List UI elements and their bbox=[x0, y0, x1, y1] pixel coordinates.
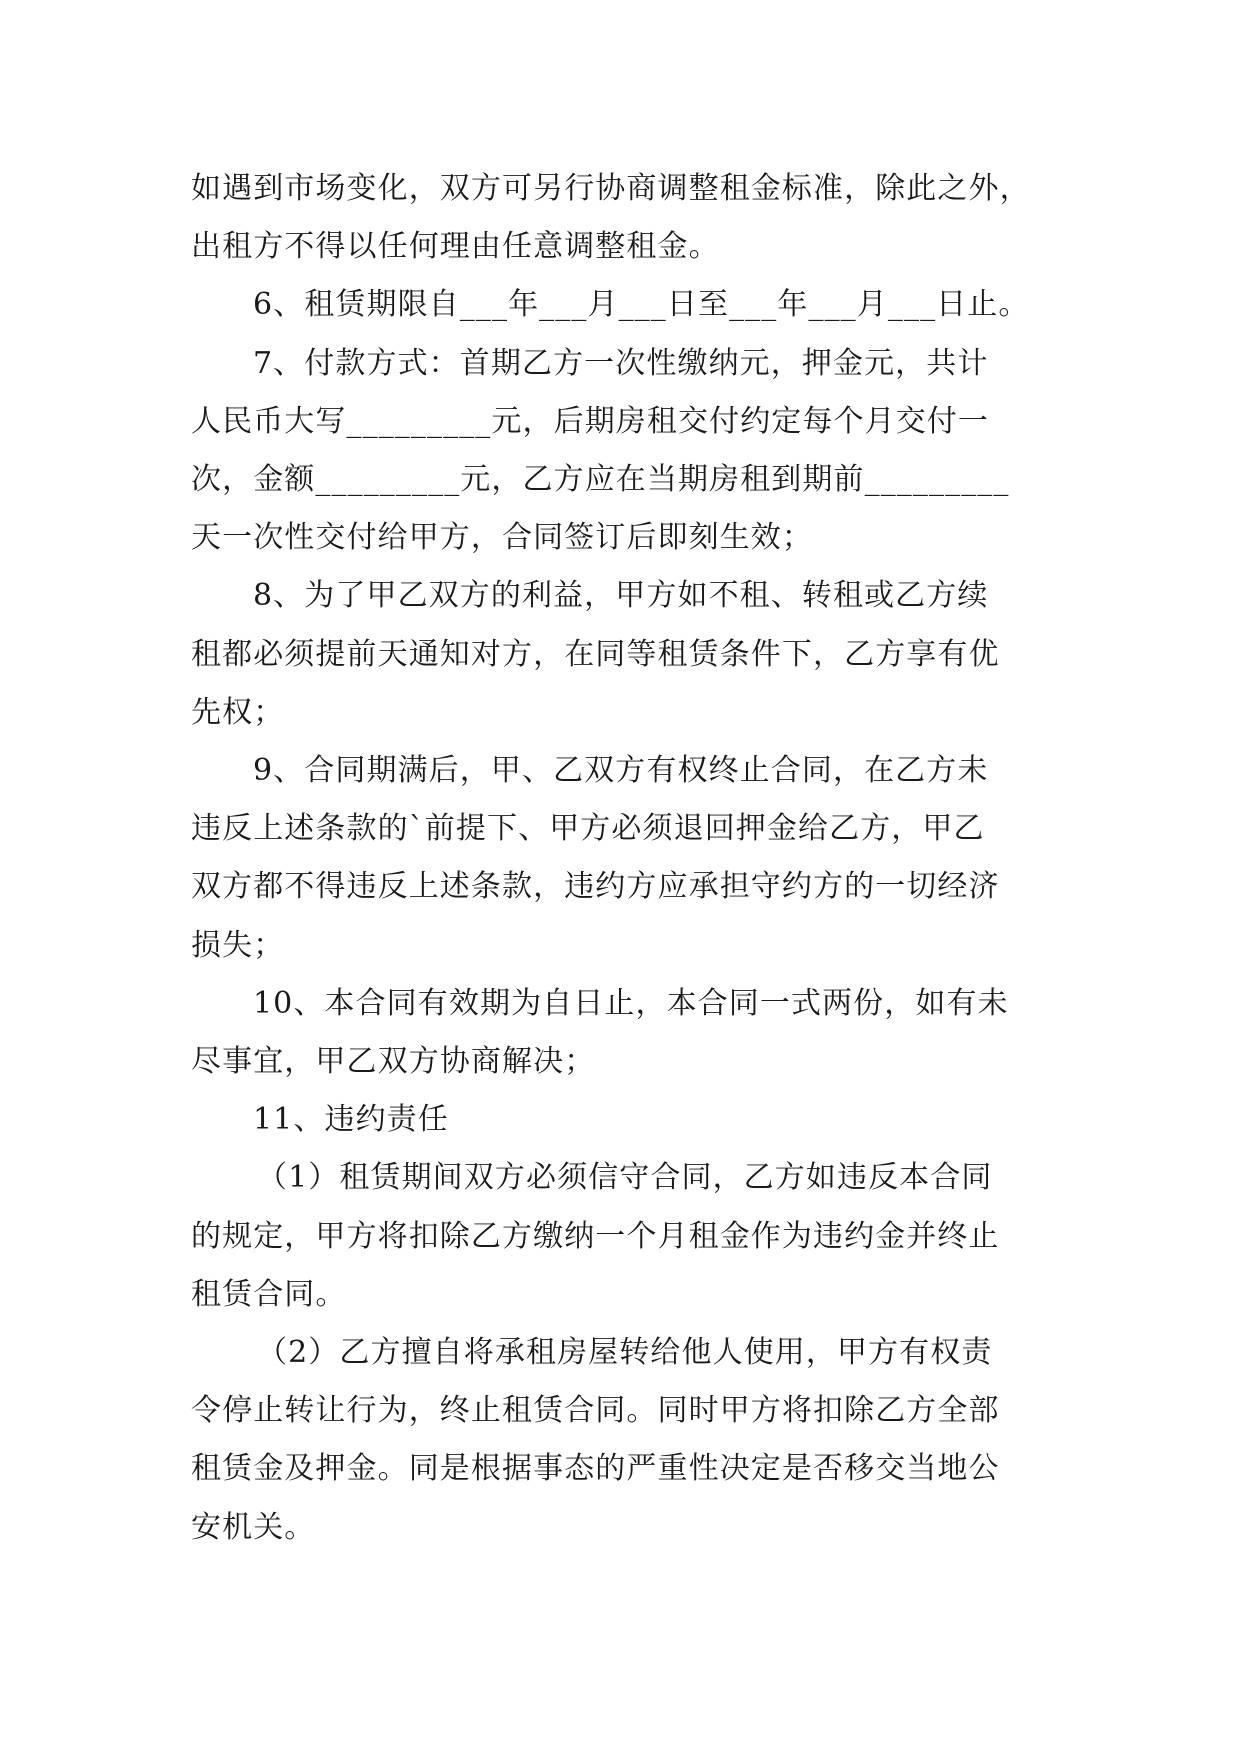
clause-9-line: 9、合同期满后，甲、乙双方有权终止合同，在乙方未 bbox=[253, 753, 989, 789]
document-body bbox=[191, 160, 1051, 1557]
text-line: 违反上述条款的`前提下、甲方必须退回押金给乙方，甲乙 bbox=[191, 811, 985, 847]
text-line: 安机关。 bbox=[191, 1509, 316, 1545]
text-line: 人民币大写_________元，后期房租交付约定每个月交付一 bbox=[191, 403, 989, 439]
sub-clause-1-line: （1）租赁期间双方必须信守合同，乙方如违反本合同 bbox=[257, 1160, 993, 1196]
clause-11-heading: 11、违约责任 bbox=[253, 1102, 449, 1138]
clause-6-line: 6、租赁期限自___年___月___日至___年___月___日止。 bbox=[253, 287, 1030, 323]
clause-8-line: 8、为了甲乙双方的利益，甲方如不租、转租或乙方续 bbox=[253, 578, 989, 614]
text-line: 尽事宜，甲乙双方协商解决； bbox=[191, 1044, 596, 1080]
text-line: 租赁金及押金。同是根据事态的严重性决定是否移交当地公 bbox=[191, 1451, 1000, 1487]
clause-7-line: 7、付款方式：首期乙方一次性缴纳元，押金元，共计 bbox=[253, 345, 989, 381]
text-line: 天一次性交付给甲方，合同签订后即刻生效； bbox=[191, 520, 813, 556]
sub-clause-2-line: （2）乙方擅自将承租房屋转给他人使用，甲方有权责 bbox=[257, 1335, 993, 1371]
text-line: 先权； bbox=[191, 694, 285, 730]
text-line: 如遇到市场变化，双方可另行协商调整租金标准，除此之外， bbox=[191, 171, 1031, 206]
text-line: 次，金额_________元，乙方应在当期房租到期前_________ bbox=[191, 462, 1010, 498]
text-line: 损失； bbox=[191, 927, 285, 963]
text-line: 双方都不得违反上述条款，违约方应承担守约方的一切经济 bbox=[191, 869, 1000, 905]
text-line: 租赁合同。 bbox=[191, 1276, 347, 1312]
text-line: 的规定，甲方将扣除乙方缴纳一个月租金作为违约金并终止 bbox=[191, 1218, 1000, 1254]
text-line: 出租方不得以任何理由任意调整租金。 bbox=[191, 229, 720, 265]
clause-10-line: 10、本合同有效期为自日止，本合同一式两份，如有未 bbox=[253, 985, 1009, 1021]
text-line: 令停止转让行为，终止租赁合同。同时甲方将扣除乙方全部 bbox=[191, 1393, 1000, 1429]
text-line: 租都必须提前天通知对方，在同等租赁条件下，乙方享有优 bbox=[191, 636, 1000, 672]
